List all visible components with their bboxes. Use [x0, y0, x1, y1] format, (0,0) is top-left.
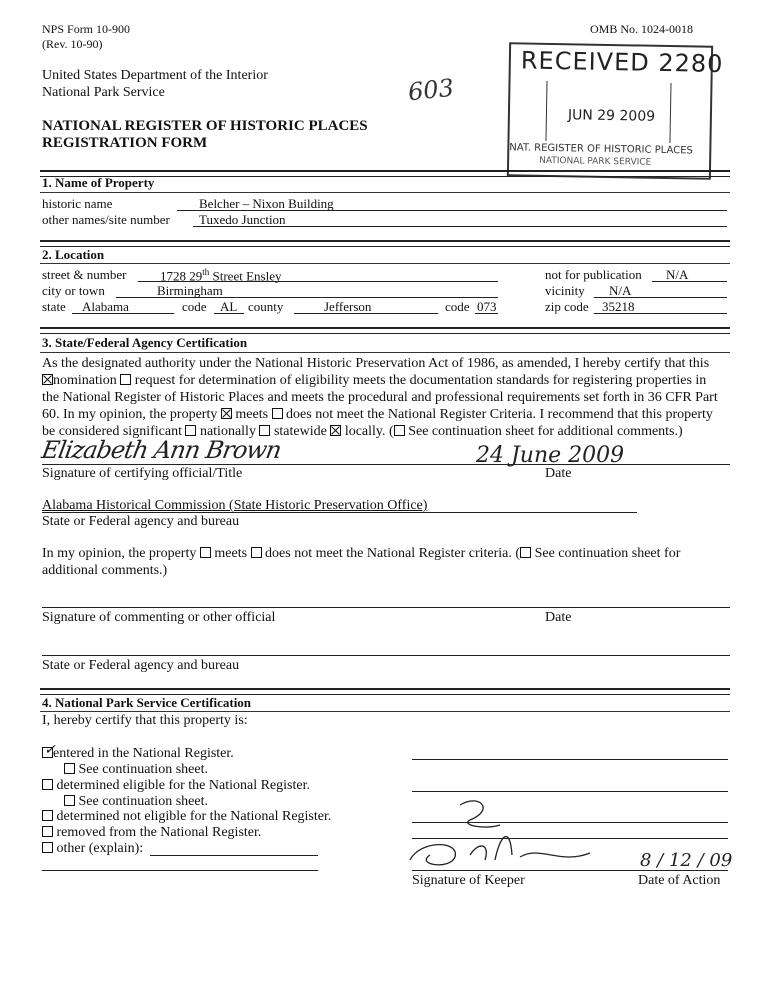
- certification-line-5: be considered significant nationally statewide locally. ( See continuation sheet for additional comments.): [42, 424, 683, 439]
- section-2-heading: 2. Location: [42, 247, 105, 262]
- service-name: National Park Service: [42, 85, 165, 100]
- field-line: [72, 313, 174, 314]
- section-3-heading: 3. State/Federal Agency Certification: [42, 335, 248, 350]
- nomination-checkbox[interactable]: [42, 374, 53, 385]
- vicinity-label: vicinity: [545, 283, 585, 298]
- other-line: [42, 870, 318, 871]
- vicinity-value: N/A: [609, 283, 632, 298]
- field-line: [214, 313, 244, 314]
- does-not-meet-checkbox-2[interactable]: [251, 547, 262, 558]
- state-code-label: code: [182, 299, 207, 314]
- certification-line-3: the National Register of Historic Places and meets the procedural and professional requirements set forth in 36 CFR Part: [42, 390, 718, 405]
- continuation-checkbox-2[interactable]: [520, 547, 531, 558]
- field-line: [594, 313, 727, 314]
- nationally-checkbox[interactable]: [185, 425, 196, 436]
- other-checkbox[interactable]: [42, 842, 53, 853]
- field-line: [193, 226, 727, 227]
- certify-intro: I, hereby certify that this property is:: [42, 713, 248, 728]
- section-1-heading: 1. Name of Property: [42, 175, 155, 190]
- date-of-action-label: Date of Action: [638, 873, 721, 888]
- field-line: [116, 297, 498, 298]
- other-item: other (explain):: [42, 841, 143, 857]
- eligible-checkbox[interactable]: [42, 779, 53, 790]
- field-line: [294, 313, 438, 314]
- certifying-signature: Elizabeth Ann Brown: [39, 436, 284, 464]
- does-not-meet-checkbox[interactable]: [272, 408, 283, 419]
- department-name: United States Department of the Interior: [42, 68, 268, 83]
- zip-label: zip code: [545, 299, 589, 314]
- stamp-register: NAT. REGISTER OF HISTORIC PLACES: [509, 142, 693, 157]
- not-eligible-checkbox[interactable]: [42, 810, 53, 821]
- field-line: [652, 281, 727, 282]
- opinion-line-2: additional comments.): [42, 563, 168, 578]
- form-revision: (Rev. 10-90): [42, 37, 103, 51]
- field-line: [138, 281, 498, 282]
- state-code-value: AL: [220, 299, 238, 314]
- certification-line-2: nomination request for determination of eligibility meets the documentation standards for registering properties in: [42, 373, 706, 389]
- form-title: NATIONAL REGISTER OF HISTORIC PLACES: [42, 118, 368, 134]
- commenting-date-label: Date: [545, 610, 572, 625]
- entered-continuation-checkbox[interactable]: [64, 763, 75, 774]
- omb-number: OMB No. 1024-0018: [590, 22, 694, 36]
- other-names-value: Tuxedo Junction: [199, 212, 286, 227]
- street-label: street & number: [42, 267, 127, 282]
- keeper-line: [412, 759, 728, 760]
- county-code-label: code: [445, 299, 470, 314]
- section-rule: [40, 688, 730, 695]
- section-rule: [40, 352, 730, 353]
- date-label: Date: [545, 466, 572, 481]
- county-code-value: 073: [477, 299, 497, 314]
- section-rule: [40, 263, 730, 264]
- certifying-date: 24 June 2009: [476, 443, 625, 468]
- city-label: city or town: [42, 283, 105, 298]
- action-date-handwritten: 8 / 12 / 09: [640, 850, 733, 871]
- historic-name-value: Belcher – Nixon Building: [199, 196, 334, 211]
- commenting-signature-label: Signature of commenting or other official: [42, 610, 276, 625]
- certification-line-1: As the designated authority under the National Historic Preservation Act of 1986, as amended, I hereby certify that this: [42, 356, 710, 371]
- eligible-continuation-item: See continuation sheet.: [64, 794, 208, 810]
- agency-value: Alabama Historical Commission (State Historic Preservation Office): [42, 498, 428, 513]
- city-value: Birmingham: [157, 283, 223, 298]
- signature-label: Signature of certifying official/Title: [42, 466, 243, 481]
- stamp-date: JUN 29 2009: [567, 107, 656, 125]
- field-line: [594, 297, 727, 298]
- section-rule: [40, 327, 730, 334]
- keeper-signature-label: Signature of Keeper: [412, 873, 525, 888]
- historic-name-label: historic name: [42, 196, 113, 211]
- other-line: [150, 855, 318, 856]
- county-value: Jefferson: [324, 299, 372, 314]
- locally-checkbox[interactable]: [330, 425, 341, 436]
- not-for-publication-label: not for publication: [545, 267, 642, 282]
- entered-item: ✓ entered in the National Register.: [44, 743, 234, 761]
- state-value: Alabama: [82, 299, 129, 314]
- field-line: [177, 210, 727, 211]
- meets-checkbox-2[interactable]: [200, 547, 211, 558]
- section-4-heading: 4. National Park Service Certification: [42, 695, 252, 710]
- signature-line: [42, 607, 730, 608]
- opinion-line-1: In my opinion, the property meets does not meet the National Register criteria. ( See continuation sheet for: [42, 546, 681, 561]
- section-rule: [40, 192, 730, 193]
- request-checkbox[interactable]: [120, 374, 131, 385]
- other-names-label: other names/site number: [42, 212, 170, 227]
- section-rule: [40, 711, 730, 712]
- stamp-service: NATIONAL PARK SERVICE: [539, 155, 652, 168]
- state-label: state: [42, 299, 66, 314]
- form-number: NPS Form 10-900: [42, 22, 131, 36]
- statewide-checkbox[interactable]: [259, 425, 270, 436]
- stamp-received: RECEIVED 2280: [520, 46, 724, 78]
- entered-continuation-item: See continuation sheet.: [64, 762, 208, 778]
- received-stamp: [507, 42, 724, 180]
- continuation-checkbox[interactable]: [394, 425, 405, 436]
- street-value: 1728 29th Street Ensley: [160, 267, 282, 284]
- not-for-publication-value: N/A: [666, 267, 689, 282]
- eligible-item: determined eligible for the National Register.: [42, 778, 310, 794]
- agency-line: [42, 512, 637, 513]
- form-subtitle: REGISTRATION FORM: [42, 135, 208, 151]
- handwritten-number: 603: [406, 73, 456, 107]
- agency-label-2: State or Federal agency and bureau: [42, 658, 240, 673]
- not-eligible-item: determined not eligible for the National Register.: [42, 809, 331, 825]
- eligible-continuation-checkbox[interactable]: [64, 795, 75, 806]
- certification-line-4: 60. In my opinion, the property meets does not meet the National Register Criteria. I recommend that this property: [42, 407, 713, 422]
- removed-item: removed from the National Register.: [42, 825, 261, 841]
- county-label: county: [248, 299, 284, 314]
- zip-value: 35218: [602, 299, 635, 314]
- signature-line: [42, 464, 730, 465]
- meets-checkbox[interactable]: [221, 408, 232, 419]
- section-rule: [40, 240, 730, 247]
- removed-checkbox[interactable]: [42, 826, 53, 837]
- agency-line: [42, 655, 730, 656]
- field-line: [475, 313, 498, 314]
- agency-label: State or Federal agency and bureau: [42, 514, 240, 529]
- entered-checkbox[interactable]: ✓: [44, 743, 56, 758]
- keeper-signature: [400, 785, 600, 875]
